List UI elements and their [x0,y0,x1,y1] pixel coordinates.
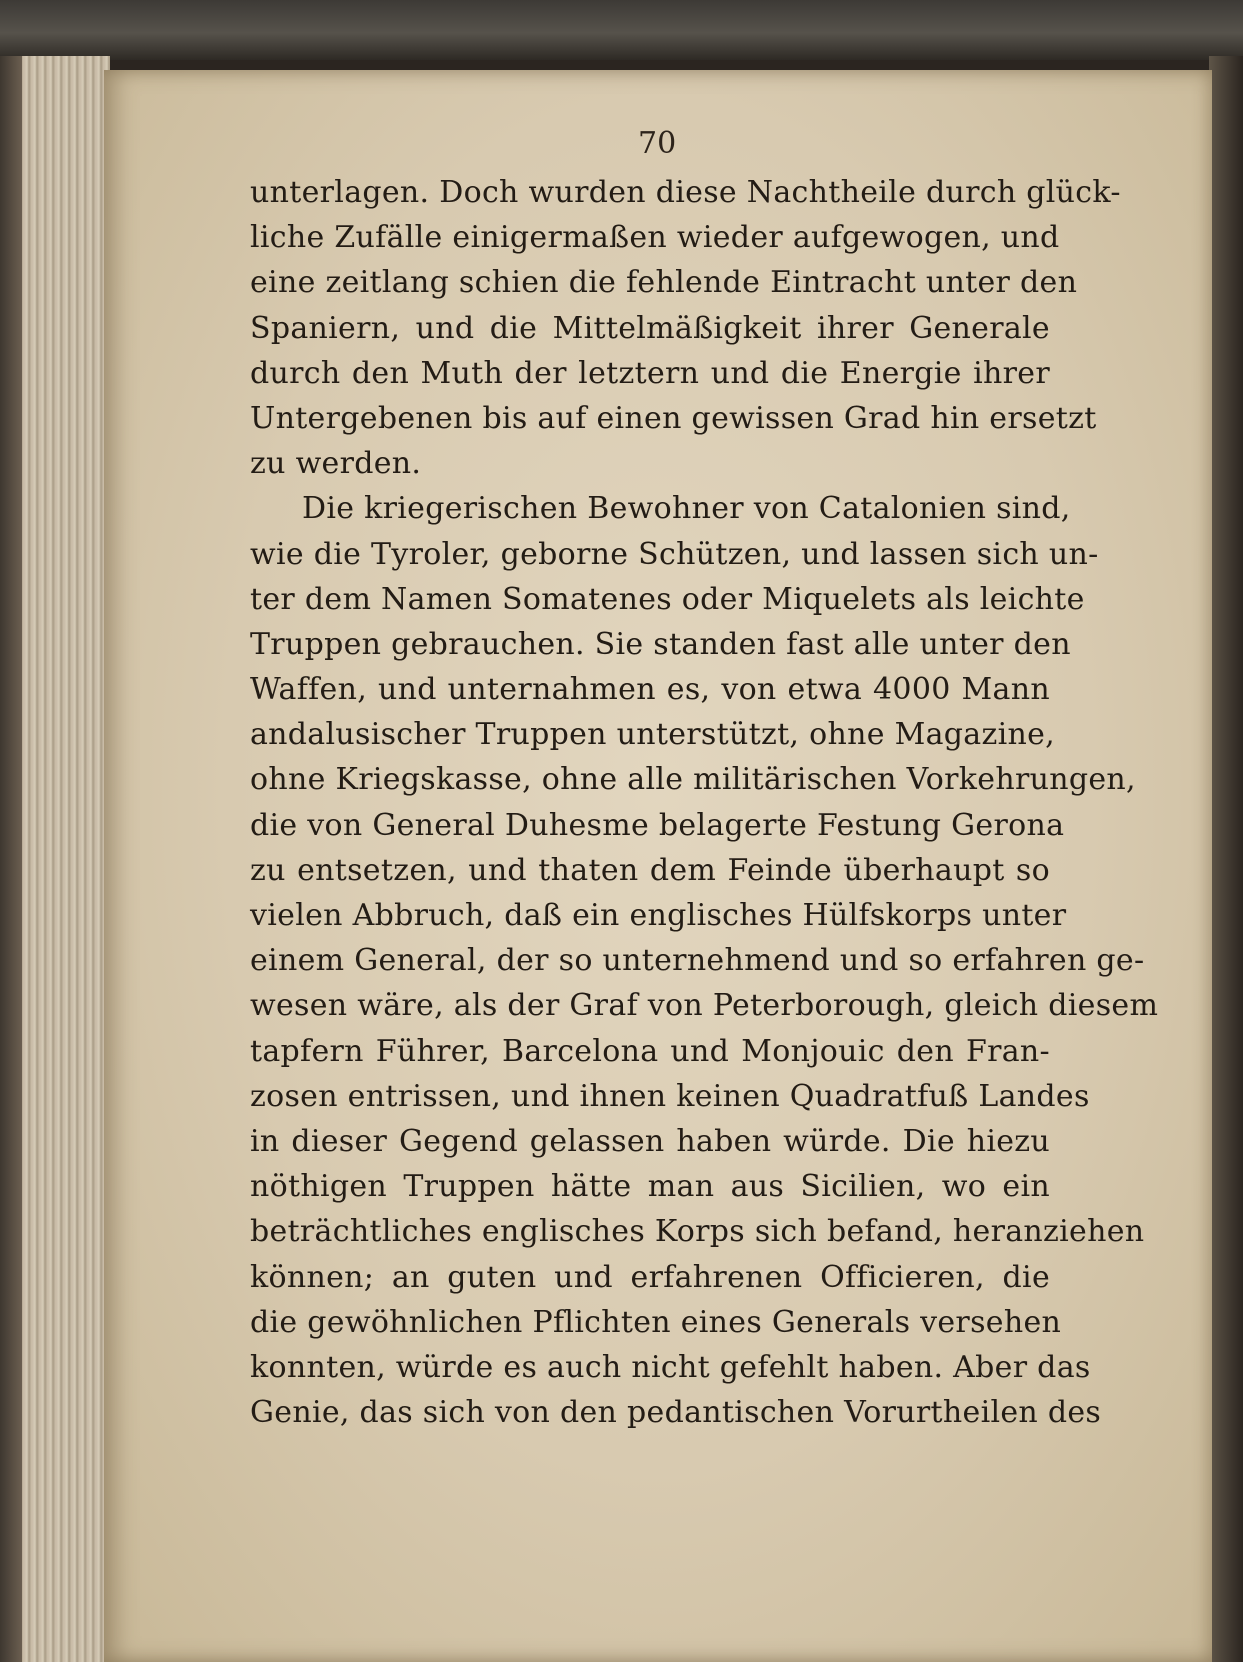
text-line: Untergebenen bis auf einen gewissen Grad hin ersetzt [250,400,1097,436]
text-line: ohne Kriegskasse, ohne alle militärischen Vorkehrungen, [250,762,1136,798]
text-line: ter dem Namen Somatenes oder Miquelets als leichte [250,581,1085,617]
text-line: wesen wäre, als der Graf von Peterborough, gleich diesem [250,988,1159,1024]
text-line: einem General, der so unternehmend und so erfahren ge- [250,943,1145,979]
text-line: konnten, würde es auch nicht gefehlt haben. Aber das [250,1349,1091,1385]
text-line: in dieser Gegend gelassen haben würde. Die hiezu [250,1123,1050,1159]
book-gutter [1209,56,1243,1662]
book-cover-top-edge [0,0,1243,60]
book-page [104,70,1212,1662]
text-line: Waffen, und unternahmen es, von etwa 4000 Mann [250,672,1050,708]
text-line: durch den Muth der letztern und die Energie ihrer [250,355,1050,391]
text-line: tapfern Führer, Barcelona und Monjouic den Fran- [250,1033,1050,1069]
text-line: nöthigen Truppen hätte man aus Sicilien, wo ein [250,1169,1050,1205]
text-line: Die kriegerischen Bewohner von Catalonien sind, [302,491,1071,527]
text-line: wie die Tyroler, geborne Schützen, und lassen sich un- [250,536,1099,572]
text-line: die gewöhnlichen Pflichten eines Generals versehen [250,1304,1062,1340]
text-line: die von General Duhesme belagerte Festung Gerona [250,807,1065,843]
text-line: eine zeitlang schien die fehlende Eintracht unter den [250,265,1078,301]
page-stack-shadow [0,56,22,1662]
text-line: zu entsetzen, und thaten dem Feinde überhaupt so [250,852,1050,888]
text-line: andalusischer Truppen unterstützt, ohne Magazine, [250,717,1055,753]
text-line: Spaniern, und die Mittelmäßigkeit ihrer Generale [250,310,1050,346]
text-line: zu werden. [250,446,422,482]
text-line: können; an guten und erfahrenen Officieren, die [250,1259,1050,1295]
text-line: unterlagen. Doch wurden diese Nachtheile durch glück- [250,175,1121,210]
text-line: liche Zufälle einigermaßen wieder aufgewogen, und [250,220,1060,256]
text-line: beträchtliches englisches Korps sich befand, heranziehen [250,1214,1145,1250]
body-text [250,170,1159,1435]
page-number: 70 [638,126,677,161]
text-line: Genie, das sich von den pedantischen Vorurtheilen des [250,1395,1102,1431]
text-line: Truppen gebrauchen. Sie standen fast alle unter den [250,626,1071,662]
text-line: zosen entrissen, und ihnen keinen Quadratfuß Landes [250,1078,1090,1114]
text-line: vielen Abbruch, daß ein englisches Hülfskorps unter [250,898,1067,933]
